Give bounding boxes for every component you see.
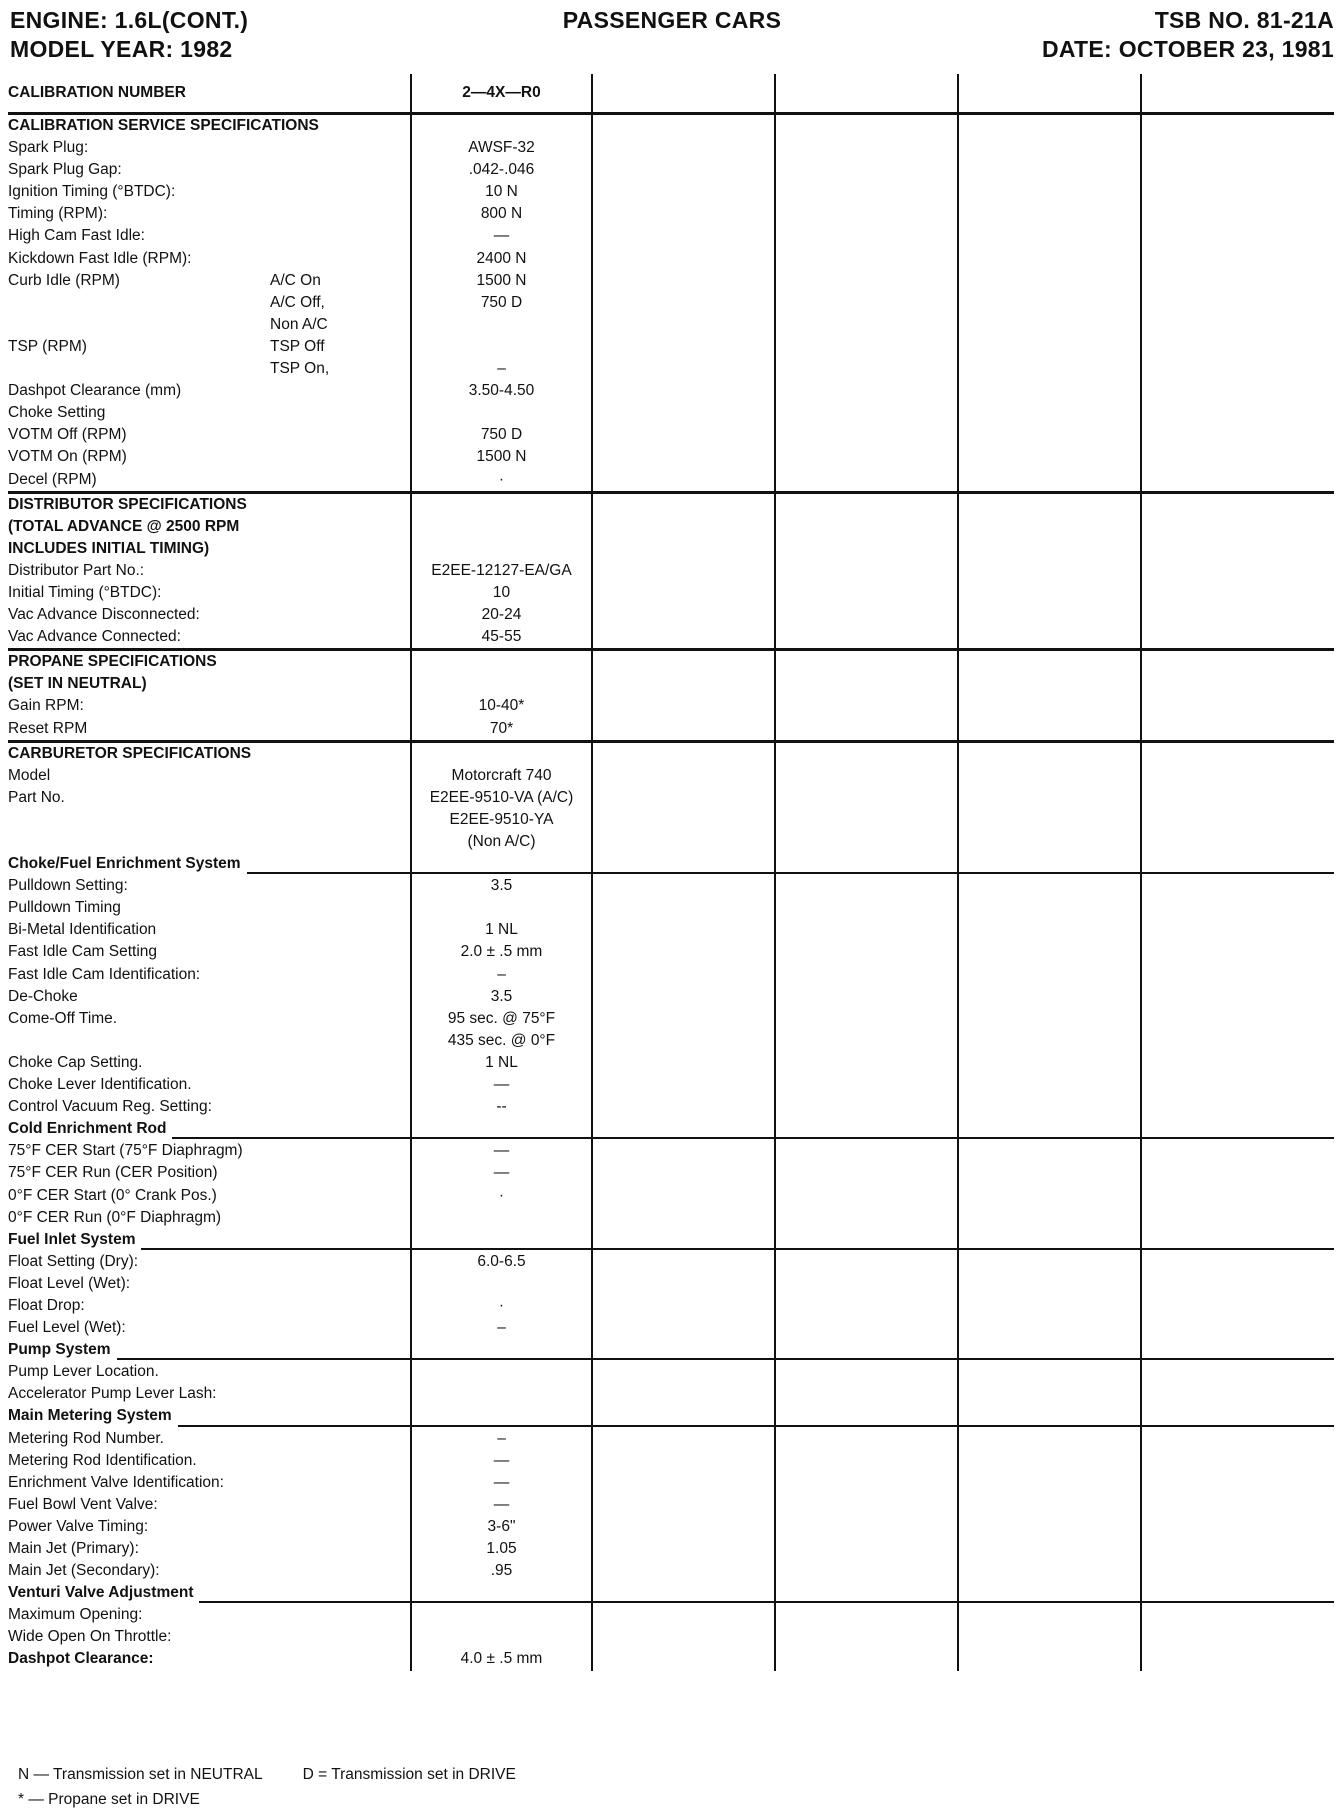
spec-label: Main Jet (Secondary):	[8, 1562, 160, 1580]
spec-label: Initial Timing (°BTDC):	[8, 583, 162, 601]
spec-row	[8, 1516, 410, 1538]
spec-value: —	[493, 1076, 510, 1094]
spec-label: Float Level (Wet):	[8, 1274, 131, 1292]
spec-value: —	[493, 1142, 510, 1160]
spec-value: E2EE-9510-VA (A/C)	[429, 788, 574, 806]
spec-label: TSP (RPM)	[8, 337, 87, 355]
spec-value: 3.5	[490, 877, 513, 895]
heading-text: Cold Enrichment Rod	[8, 1120, 167, 1138]
spec-row	[8, 225, 410, 247]
spec-value: 10-40*	[478, 697, 525, 715]
spec-value	[412, 314, 591, 336]
spec-value: –	[497, 360, 506, 378]
spec-label: Pump Lever Location.	[8, 1363, 159, 1381]
spec-label: High Cam Fast Idle:	[8, 227, 145, 245]
section-propane	[8, 650, 1334, 741]
heading-text: (TOTAL ADVANCE @ 2500 RPM	[8, 517, 240, 535]
spec-row	[8, 137, 410, 159]
spec-value: –	[497, 965, 506, 983]
spec-value: —	[493, 1451, 510, 1469]
spec-row	[8, 1494, 410, 1516]
spec-label: Dashpot Clearance (mm)	[8, 382, 182, 400]
heading-text: Venturi Valve Adjustment	[8, 1584, 194, 1602]
spec-sublabel: Non A/C	[270, 315, 328, 333]
spec-value: ·	[498, 1296, 505, 1314]
empty-cell	[958, 492, 1141, 650]
section-carburetor	[8, 741, 1334, 1670]
spec-label: 75°F CER Start (75°F Diaphragm)	[8, 1142, 243, 1160]
spec-row	[8, 986, 410, 1008]
spec-value: —	[493, 227, 510, 245]
spec-row	[8, 1604, 410, 1626]
heading-text: CARBURETOR SPECIFICATIONS	[8, 744, 252, 762]
section-values	[411, 741, 592, 1670]
spec-row	[8, 380, 410, 402]
subsection-rule	[247, 872, 1334, 874]
spec-label: Spark Plug:	[8, 139, 89, 157]
spec-row	[8, 626, 410, 648]
spec-label: Float Drop:	[8, 1296, 85, 1314]
heading-text: PROPANE SPECIFICATIONS	[8, 653, 217, 671]
spec-label: Ignition Timing (°BTDC):	[8, 183, 176, 201]
spec-value: 3.5	[490, 987, 513, 1005]
spec-label: Accelerator Pump Lever Lash:	[8, 1385, 217, 1403]
calibration-number-value: 2—4X—R0	[411, 74, 592, 114]
spec-label: Enrichment Valve Identification:	[8, 1473, 224, 1491]
spec-row	[8, 1185, 410, 1207]
spec-row	[8, 292, 410, 314]
legend	[18, 1762, 516, 1812]
spec-row	[8, 424, 410, 446]
heading-text: Fuel Inlet System	[8, 1230, 136, 1248]
spec-value: (Non A/C)	[467, 833, 536, 850]
header-title: PASSENGER CARS	[562, 7, 782, 33]
spec-row	[8, 1273, 410, 1295]
spec-row	[8, 1140, 410, 1162]
empty-cell	[592, 114, 775, 493]
heading-text: Choke/Fuel Enrichment System	[8, 855, 241, 873]
spec-row	[8, 1361, 410, 1383]
spec-row	[8, 1008, 410, 1030]
spec-value: 10	[492, 583, 511, 601]
spec-row	[8, 1428, 410, 1450]
empty-cell	[592, 741, 775, 1670]
section-labels	[8, 741, 411, 1670]
spec-row	[8, 181, 410, 203]
spec-value	[412, 651, 591, 673]
heading-text: CALIBRATION SERVICE SPECIFICATIONS	[8, 117, 319, 134]
spec-row	[8, 1317, 410, 1339]
spec-value: E2EE-9510-YA	[449, 810, 554, 828]
subsection-heading	[8, 115, 410, 137]
spec-row	[8, 964, 410, 986]
spec-label: Decel (RPM)	[8, 470, 97, 488]
spec-label: Pulldown Timing	[8, 899, 121, 917]
spec-label: Come-Off Time.	[8, 1009, 118, 1027]
spec-label: De-Choke	[8, 987, 78, 1005]
spec-value: 1.05	[486, 1540, 517, 1557]
header-tsb	[1042, 6, 1334, 64]
spec-value	[412, 897, 591, 919]
empty-cell	[1141, 74, 1334, 114]
spec-value	[412, 1207, 591, 1229]
spec-label: VOTM Off (RPM)	[8, 426, 127, 444]
spec-label: Bi-Metal Identification	[8, 921, 157, 939]
spec-row	[8, 695, 410, 717]
subsection-rule	[172, 1137, 1334, 1139]
empty-cell	[775, 650, 958, 741]
spec-value: ·	[498, 470, 505, 488]
empty-cell	[592, 650, 775, 741]
spec-label: Metering Rod Number.	[8, 1429, 164, 1447]
spec-value: 6.0-6.5	[477, 1252, 526, 1270]
section-values	[411, 650, 592, 741]
spec-value: E2EE-12127-EA/GA	[431, 561, 572, 579]
spec-value: 10 N	[485, 183, 518, 201]
heading-text: Dashpot Clearance:	[8, 1650, 154, 1668]
header-date: DATE: OCTOBER 23, 1981	[1041, 36, 1334, 62]
subsection-heading	[8, 651, 410, 673]
spec-row	[8, 203, 410, 225]
spec-row	[8, 560, 410, 582]
spec-row	[8, 1560, 410, 1582]
spec-value: 95 sec. @ 75°F	[447, 1009, 556, 1027]
spec-value	[412, 115, 591, 137]
section-values	[411, 114, 592, 493]
subsection-rule	[199, 1601, 1334, 1603]
spec-row	[8, 787, 410, 809]
spec-label: Fast Idle Cam Setting	[8, 943, 158, 961]
spec-value	[412, 1604, 591, 1626]
spec-row	[8, 1295, 410, 1317]
spec-label: Choke Cap Setting.	[8, 1053, 143, 1071]
spec-value: --	[496, 1098, 507, 1116]
spec-row	[8, 604, 410, 626]
spec-label: Maximum Opening:	[8, 1606, 143, 1624]
spec-value: 20-24	[481, 606, 522, 624]
spec-label: Distributor Part No.:	[8, 561, 145, 579]
header-tsb-number: TSB NO. 81-21A	[1154, 7, 1334, 33]
spec-row	[8, 1074, 410, 1096]
subsection-heading	[8, 494, 410, 516]
spec-row	[8, 1052, 410, 1074]
subsection-heading	[8, 673, 410, 695]
spec-value: 45-55	[481, 628, 522, 646]
empty-cell	[958, 74, 1141, 114]
spec-row	[8, 1450, 410, 1472]
spec-value: 1 NL	[485, 921, 518, 939]
spec-row	[8, 1207, 410, 1229]
spec-value: ·	[498, 1186, 505, 1204]
spec-value: 3-6"	[487, 1517, 516, 1535]
spec-row	[8, 919, 410, 941]
spec-label: Part No.	[8, 788, 65, 806]
spec-label: 0°F CER Start (0° Crank Pos.)	[8, 1186, 217, 1204]
spec-value: 2400 N	[476, 249, 527, 267]
spec-value	[412, 336, 591, 358]
spec-value	[412, 1383, 591, 1405]
subsection-heading	[8, 538, 410, 560]
spec-label: Fuel Bowl Vent Valve:	[8, 1495, 158, 1513]
spec-value	[412, 1361, 591, 1383]
spec-row	[8, 446, 410, 468]
spec-row	[8, 718, 410, 740]
spec-value: 3.50-4.50	[468, 382, 535, 400]
spec-value	[412, 402, 591, 424]
empty-cell	[1141, 650, 1334, 741]
spec-label: Kickdown Fast Idle (RPM):	[8, 249, 192, 267]
spec-label: Spark Plug Gap:	[8, 161, 122, 179]
spec-value: —	[493, 1473, 510, 1491]
legend-neutral: N — Transmission set in NEUTRAL	[18, 1766, 263, 1783]
spec-row	[8, 1162, 410, 1184]
spec-label: Choke Lever Identification.	[8, 1076, 192, 1094]
spec-value	[412, 494, 591, 516]
spec-row	[8, 897, 410, 919]
spec-row	[8, 875, 410, 897]
spec-row	[8, 1383, 410, 1405]
spec-value	[412, 1273, 591, 1295]
spec-label: Metering Rod Identification.	[8, 1451, 197, 1469]
spec-label: VOTM On (RPM)	[8, 448, 127, 466]
spec-value: 435 sec. @ 0°F	[447, 1031, 556, 1049]
spec-label: Wide Open On Throttle:	[8, 1628, 172, 1646]
spec-value: –	[497, 1429, 506, 1447]
empty-cell	[592, 492, 775, 650]
empty-cell	[775, 492, 958, 650]
spec-label: Vac Advance Disconnected:	[8, 606, 200, 624]
spec-row	[8, 831, 410, 853]
heading-text: Pump System	[8, 1341, 111, 1359]
spec-sublabel: A/C Off,	[270, 293, 325, 311]
spec-value: 70*	[489, 719, 514, 737]
spec-label: 0°F CER Run (0°F Diaphragm)	[8, 1208, 222, 1226]
spec-row	[8, 336, 410, 358]
spec-row	[8, 1538, 410, 1560]
empty-cell	[958, 650, 1141, 741]
legend-drive: D = Transmission set in DRIVE	[302, 1766, 516, 1783]
empty-cell	[1141, 492, 1334, 650]
empty-cell	[1141, 114, 1334, 493]
section-labels	[8, 114, 411, 493]
spec-value	[412, 538, 591, 560]
heading-text: (SET IN NEUTRAL)	[8, 675, 147, 693]
empty-cell	[1141, 741, 1334, 1670]
spec-value: 1 NL	[485, 1053, 518, 1071]
spec-label: Timing (RPM):	[8, 205, 108, 223]
spec-row	[8, 582, 410, 604]
spec-value: 1500 N	[476, 448, 527, 466]
spec-row	[8, 469, 410, 491]
spec-row	[8, 159, 410, 181]
spec-value: —	[493, 1164, 510, 1182]
subsection-heading	[8, 516, 410, 538]
subsection-heading	[8, 743, 410, 765]
spec-label: Vac Advance Connected:	[8, 628, 181, 646]
spec-label: 75°F CER Run (CER Position)	[8, 1164, 218, 1182]
heading-text: DISTRIBUTOR SPECIFICATIONS	[8, 495, 247, 513]
heading-text: INCLUDES INITIAL TIMING)	[8, 539, 210, 557]
empty-cell	[775, 114, 958, 493]
spec-value: 800 N	[480, 205, 523, 223]
subsection-rule	[141, 1248, 1334, 1250]
spec-value: .042-.046	[468, 161, 535, 179]
section-values	[411, 492, 592, 650]
empty-cell	[775, 74, 958, 114]
spec-value: —	[493, 1495, 510, 1513]
header-model-year: MODEL YEAR: 1982	[10, 36, 233, 62]
spec-label: Float Setting (Dry):	[8, 1252, 139, 1270]
spec-label: Fast Idle Cam Identification:	[8, 965, 201, 983]
spec-row	[8, 1030, 410, 1052]
spec-value	[412, 743, 591, 765]
spec-row	[8, 358, 410, 380]
spec-label: Power Valve Timing:	[8, 1517, 149, 1535]
spec-row	[8, 248, 410, 270]
spec-sublabel: A/C On	[270, 271, 321, 289]
section-calibration-service	[8, 114, 1334, 493]
spec-label: Model	[8, 766, 51, 784]
spec-label: Curb Idle (RPM)	[8, 271, 120, 289]
subsection-rule	[117, 1358, 1334, 1360]
spec-row	[8, 1251, 410, 1273]
spec-row	[8, 314, 410, 336]
spec-value: 750 D	[480, 426, 523, 444]
spec-row	[8, 402, 410, 424]
spec-row	[8, 941, 410, 963]
spec-value: 2.0 ± .5 mm	[460, 943, 543, 961]
spec-label: Control Vacuum Reg. Setting:	[8, 1098, 212, 1116]
spec-value	[412, 516, 591, 538]
spec-value	[412, 1626, 591, 1648]
spec-sublabel: TSP Off	[270, 337, 325, 355]
spec-label: Pulldown Setting:	[8, 877, 128, 895]
spec-row	[8, 270, 410, 292]
spec-value: 1500 N	[476, 271, 527, 289]
legend-line-1	[18, 1762, 516, 1787]
legend-propane: * — Propane set in DRIVE	[18, 1791, 200, 1808]
spec-row	[8, 765, 410, 787]
spec-value	[412, 673, 591, 695]
heading-text: Main Metering System	[8, 1407, 172, 1425]
spec-row	[8, 809, 410, 831]
subsection-rule	[178, 1425, 1334, 1427]
spec-value: 750 D	[480, 293, 523, 311]
empty-cell	[958, 741, 1141, 1670]
empty-cell	[958, 114, 1141, 493]
spec-sublabel: TSP On,	[270, 360, 330, 378]
spec-label: Choke Setting	[8, 404, 106, 422]
spec-value: –	[497, 1319, 506, 1337]
spec-row	[8, 1472, 410, 1494]
spec-value: .95	[490, 1562, 513, 1580]
spec-label: Gain RPM:	[8, 697, 84, 715]
spec-row	[8, 1626, 410, 1648]
spec-value: 4.0 ± .5 mm	[460, 1650, 543, 1668]
empty-cell	[592, 74, 775, 114]
spec-label: Fuel Level (Wet):	[8, 1319, 126, 1337]
spec-label: Reset RPM	[8, 719, 88, 737]
header-engine: ENGINE: 1.6L(CONT.)	[10, 7, 249, 33]
section-distributor	[8, 492, 1334, 650]
calibration-number-label: CALIBRATION NUMBER	[8, 74, 411, 114]
spec-value: Motorcraft 740	[451, 766, 552, 784]
empty-cell	[775, 741, 958, 1670]
subsection-heading	[8, 1648, 410, 1670]
section-labels	[8, 650, 411, 741]
spec-row	[8, 1096, 410, 1118]
section-labels	[8, 492, 411, 650]
calibration-row	[8, 74, 1334, 114]
spec-label: Main Jet (Primary):	[8, 1540, 139, 1557]
spec-value: AWSF-32	[468, 139, 535, 157]
